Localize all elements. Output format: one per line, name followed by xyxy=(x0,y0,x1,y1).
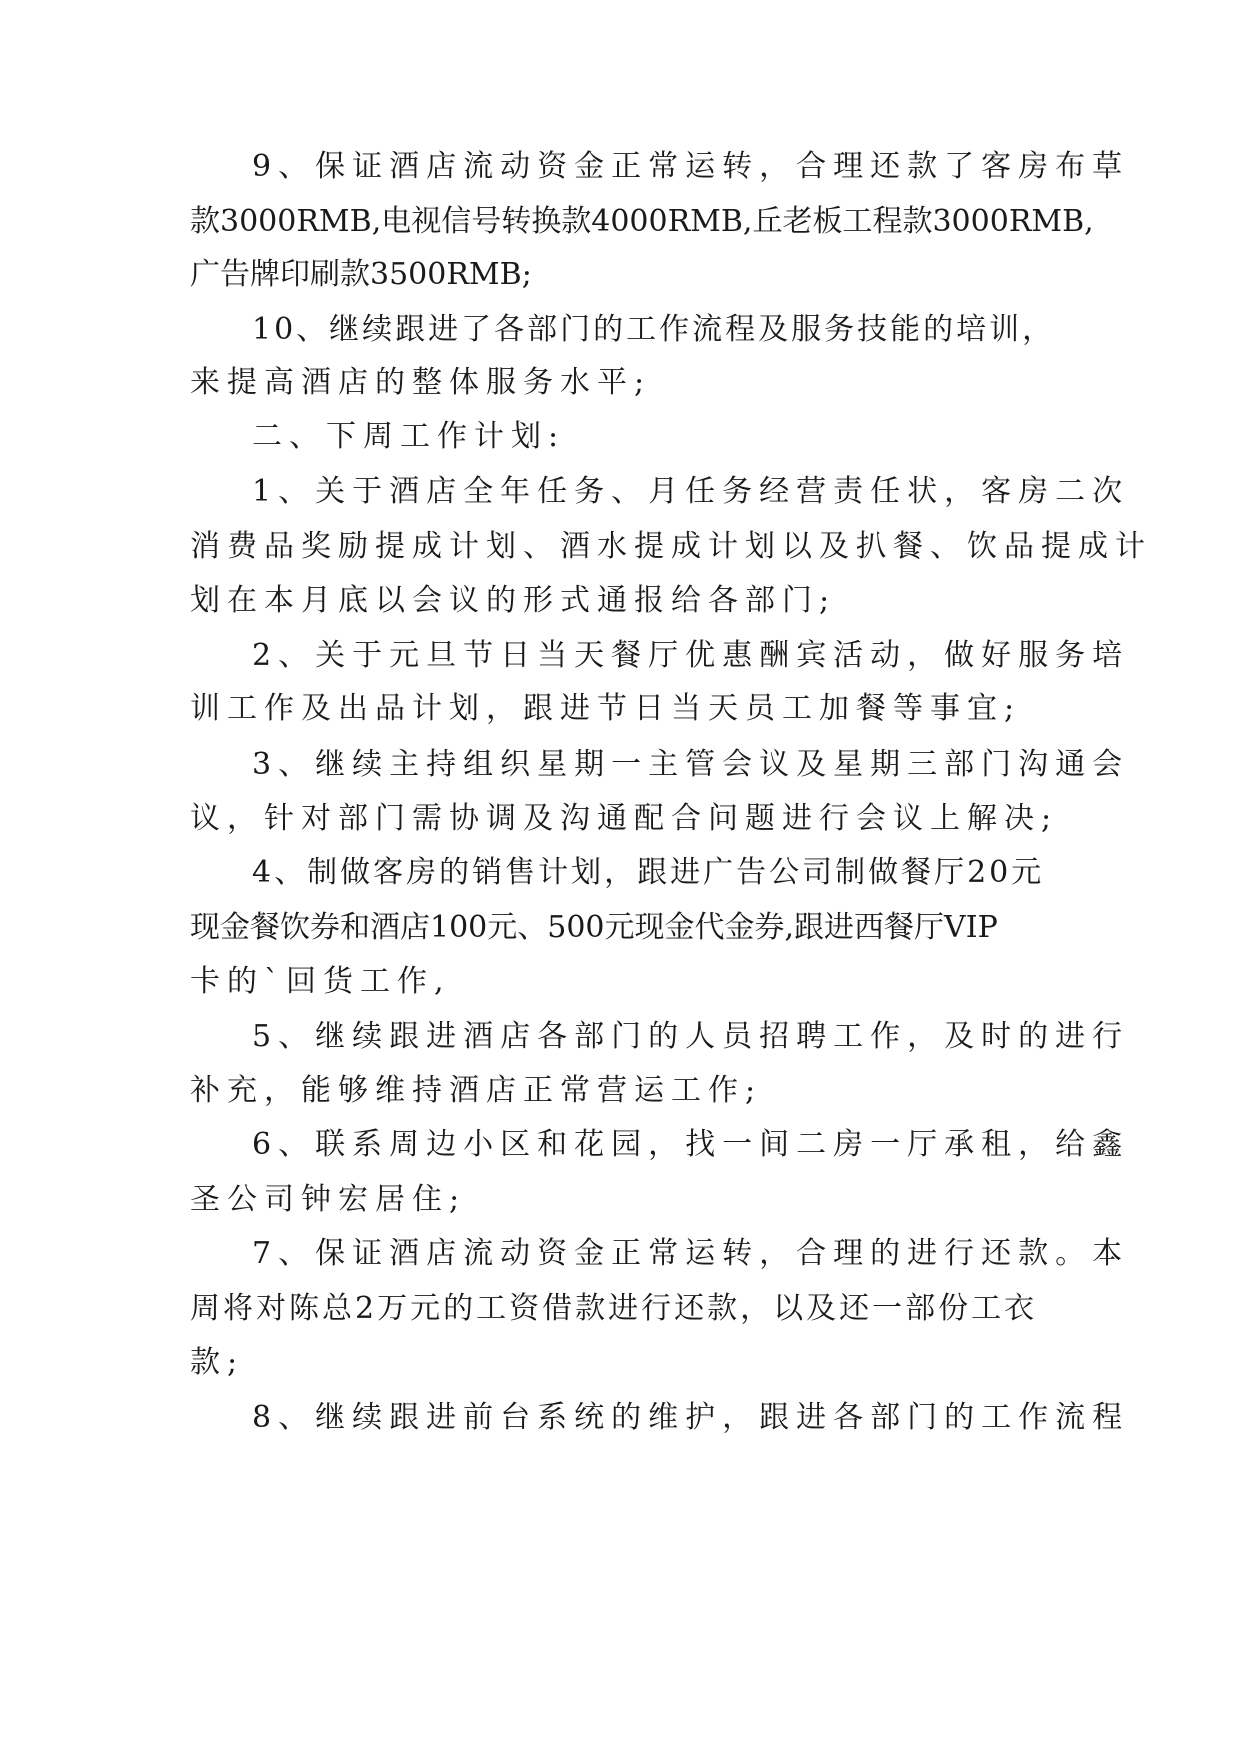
paragraph-line: 10、继续跟进了各部门的工作流程及服务技能的培训， xyxy=(252,312,1056,347)
paragraph-line: 8、继续跟进前台系统的维护，跟进各部门的工作流程 xyxy=(252,1400,1130,1435)
section-heading: 二、下周工作计划: xyxy=(252,419,566,454)
paragraph-line: 6、联系周边小区和花园，找一间二房一厅承租，给鑫 xyxy=(252,1127,1130,1162)
paragraph-line: 5、继续跟进酒店各部门的人员招聘工作，及时的进行 xyxy=(252,1019,1130,1054)
paragraph-line: 圣公司钟宏居住; xyxy=(190,1182,467,1217)
paragraph-line: 7、保证酒店流动资金正常运转，合理的进行还款。本 xyxy=(252,1236,1130,1271)
paragraph-line: 广告牌印刷款3500RMB; xyxy=(190,257,532,292)
paragraph-line: 9、保证酒店流动资金正常运转，合理还款了客房布草 xyxy=(252,149,1130,184)
paragraph-line: 1、关于酒店全年任务、月任务经营责任状，客房二次 xyxy=(252,474,1130,509)
paragraph-line: 消费品奖励提成计划、酒水提成计划以及扒餐、饮品提成计 xyxy=(190,529,1152,564)
paragraph-line: 议，针对部门需协调及沟通配合问题进行会议上解决; xyxy=(190,801,1059,836)
paragraph-line: 4、制做客房的销售计划，跟进广告公司制做餐厅20元 xyxy=(252,855,1045,890)
paragraph-line: 补充，能够维持酒店正常营运工作; xyxy=(190,1073,763,1108)
paragraph-line: 2、关于元旦节日当天餐厅优惠酬宾活动，做好服务培 xyxy=(252,638,1130,673)
paragraph-line: 划在本月底以会议的形式通报给各部门; xyxy=(190,583,837,618)
paragraph-line: 来提高酒店的整体服务水平; xyxy=(190,365,652,400)
paragraph-line: 训工作及出品计划，跟进节日当天员工加餐等事宜; xyxy=(190,691,1022,726)
paragraph-line: 卡的`回货工作, xyxy=(190,964,451,999)
paragraph-line: 周将对陈总2万元的工资借款进行还款，以及还一部份工衣 xyxy=(190,1291,1038,1326)
paragraph-line: 款3000RMB,电视信号转换款4000RMB,丘老板工程款3000RMB, xyxy=(190,204,1094,239)
paragraph-line: 款; xyxy=(190,1345,245,1380)
paragraph-line: 3、继续主持组织星期一主管会议及星期三部门沟通会 xyxy=(252,747,1130,782)
paragraph-line: 现金餐饮券和酒店100元、500元现金代金券,跟进西餐厅VIP xyxy=(190,910,998,945)
